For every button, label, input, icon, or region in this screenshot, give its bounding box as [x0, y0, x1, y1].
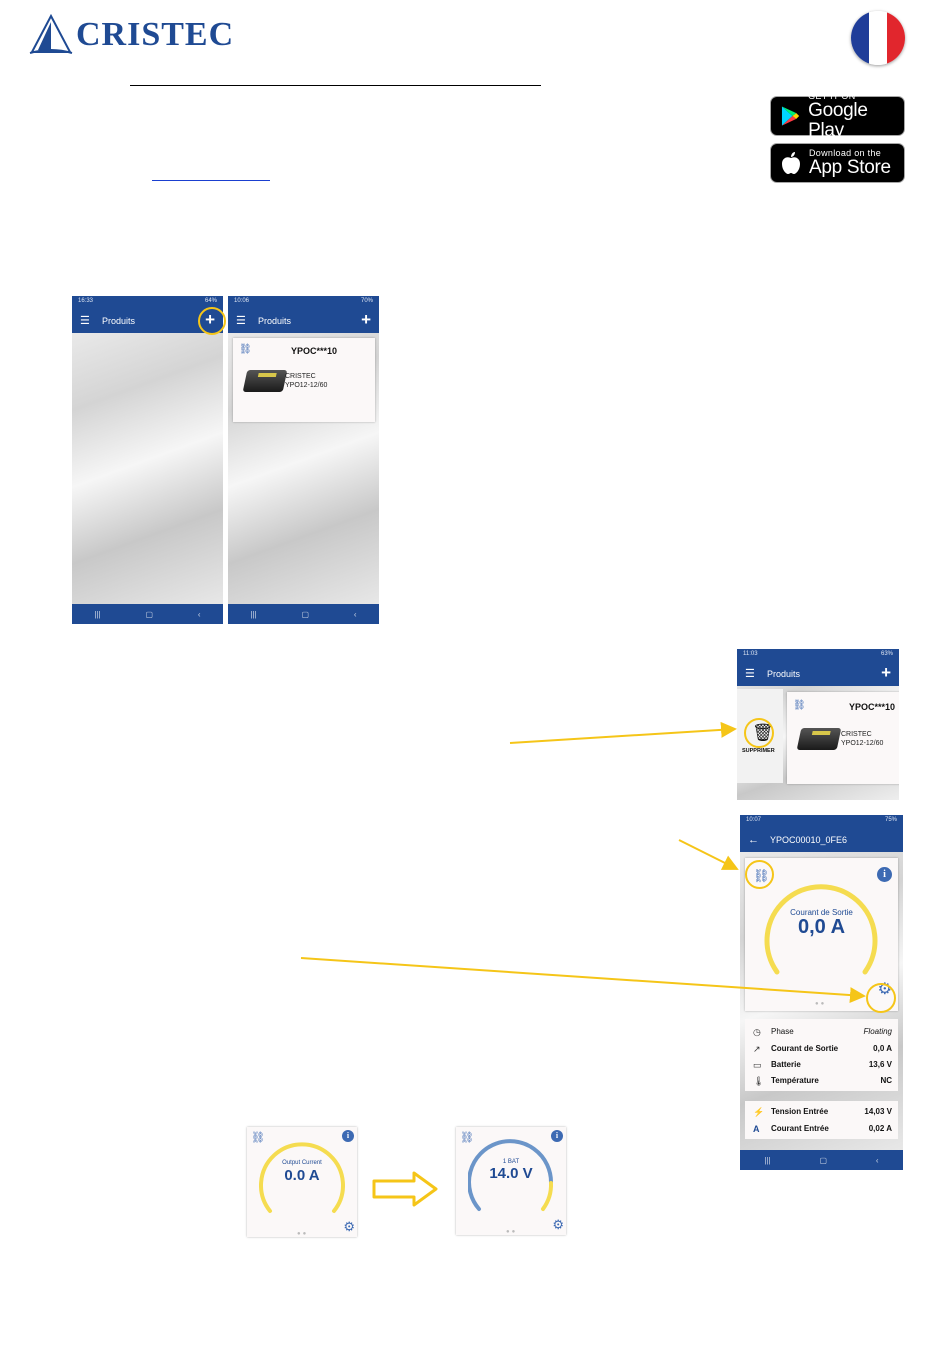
page-indicator: ●● [815, 1001, 827, 1007]
arrow-to-settings [301, 958, 864, 996]
recent-apps-icon[interactable]: ||| [764, 1155, 771, 1165]
row-value: 13,6 V [868, 1060, 892, 1069]
recent-apps-icon[interactable]: ||| [250, 609, 257, 619]
row-label: Courant Entrée [771, 1124, 829, 1133]
row-label: Tension Entrée [771, 1107, 829, 1116]
settings-gear-icon: ⚙ [343, 1219, 355, 1234]
lightning-icon: ⚡ [753, 1107, 765, 1117]
gauge-value: 0.0 A [284, 1167, 320, 1184]
gauge-icon: ◷ [753, 1027, 761, 1037]
info-icon: i [342, 1130, 354, 1142]
back-icon[interactable]: ‹ [875, 1155, 879, 1165]
hamburger-menu-icon[interactable]: ☰ [745, 668, 755, 680]
status-battery: 64% [204, 298, 217, 304]
link-chain-icon[interactable]: ⛓ [753, 868, 770, 883]
product-brand: CRISTEC [841, 731, 872, 738]
link-chain-icon: ⛓ [460, 1132, 474, 1144]
thermometer-icon: 🌡 [753, 1076, 765, 1086]
add-product-button[interactable]: + [205, 310, 215, 329]
link-chain-icon: ⛓ [239, 344, 252, 355]
info-icon[interactable]: i [877, 867, 892, 882]
gauge-output-current [247, 1127, 357, 1237]
recent-apps-icon[interactable]: ||| [94, 609, 101, 619]
status-time: 10:06 [234, 298, 250, 304]
app-bar-title: Produits [102, 315, 136, 326]
page-indicator: ●● [297, 1231, 309, 1237]
trash-icon: 🗑 [752, 723, 774, 742]
info-icon: i [551, 1130, 563, 1142]
add-product-button[interactable]: + [881, 663, 891, 682]
row-label: Phase [771, 1027, 794, 1036]
gauge-battery-voltage [456, 1127, 566, 1235]
row-label: Température [771, 1076, 819, 1085]
status-battery: 75% [884, 817, 897, 823]
status-battery: 70% [360, 298, 373, 304]
page-indicator: ●● [506, 1229, 518, 1235]
status-time: 11:03 [743, 651, 758, 657]
ampere-icon: A [753, 1124, 760, 1134]
hamburger-menu-icon[interactable]: ☰ [236, 315, 246, 327]
back-icon[interactable]: ‹ [197, 609, 201, 619]
settings-gear-icon[interactable]: ⚙ [877, 981, 892, 998]
brand-name: CRISTEC [76, 16, 235, 53]
link-chain-icon: ⛓ [793, 700, 806, 711]
transition-arrow-icon [372, 1171, 440, 1207]
app-store-small-text: Download on the [809, 147, 882, 158]
arrow-icon: ↗ [753, 1044, 761, 1054]
row-label: Batterie [771, 1060, 801, 1069]
gauge-value: 0,0 A [797, 916, 846, 938]
home-icon[interactable]: ▢ [819, 1155, 828, 1165]
status-time: 10:07 [746, 817, 762, 823]
gauge-label: Courant de Sortie [790, 908, 853, 917]
google-play-small-text: GET IT ON [808, 90, 856, 101]
app-bar-title: Produits [258, 315, 292, 326]
arrow-to-link-icon [679, 840, 737, 869]
home-icon[interactable]: ▢ [145, 609, 154, 619]
hamburger-menu-icon[interactable]: ☰ [80, 315, 90, 327]
gauge-value: 14.0 V [489, 1165, 533, 1182]
app-bar-title: Produits [767, 668, 801, 679]
row-value: 0,0 A [873, 1044, 892, 1053]
product-model: YPO12-12/60 [841, 740, 884, 747]
back-arrow-icon[interactable]: ← [748, 833, 759, 846]
row-value: 0,02 A [868, 1124, 892, 1133]
gauge-label: Output Current [282, 1160, 322, 1166]
add-product-button[interactable]: + [361, 310, 371, 329]
row-value: Floating [863, 1027, 892, 1036]
back-icon[interactable]: ‹ [353, 609, 357, 619]
gauge-label: 1 BAT [502, 1159, 520, 1165]
row-label: Courant de Sortie [771, 1044, 839, 1053]
status-time: 16:33 [78, 298, 94, 304]
product-model: YPO12-12/60 [285, 382, 328, 389]
row-value: NC [880, 1076, 892, 1085]
home-icon[interactable]: ▢ [301, 609, 310, 619]
product-name: YPOC***10 [849, 702, 896, 712]
settings-gear-icon: ⚙ [552, 1217, 564, 1232]
product-name: YPOC***10 [291, 346, 338, 356]
arrow-to-delete [510, 729, 735, 743]
product-brand: CRISTEC [285, 373, 316, 380]
app-store-big-text: App Store [809, 156, 891, 178]
row-value: 14,03 V [864, 1107, 892, 1116]
link-chain-icon: ⛓ [251, 1132, 265, 1144]
app-bar-title: YPOC00010_0FE6 [770, 834, 848, 845]
delete-label: SUPPRIMER [742, 748, 775, 754]
battery-icon: ▭ [753, 1060, 762, 1070]
status-battery: 63% [880, 651, 893, 657]
google-play-big-text: Google Play [808, 99, 868, 141]
